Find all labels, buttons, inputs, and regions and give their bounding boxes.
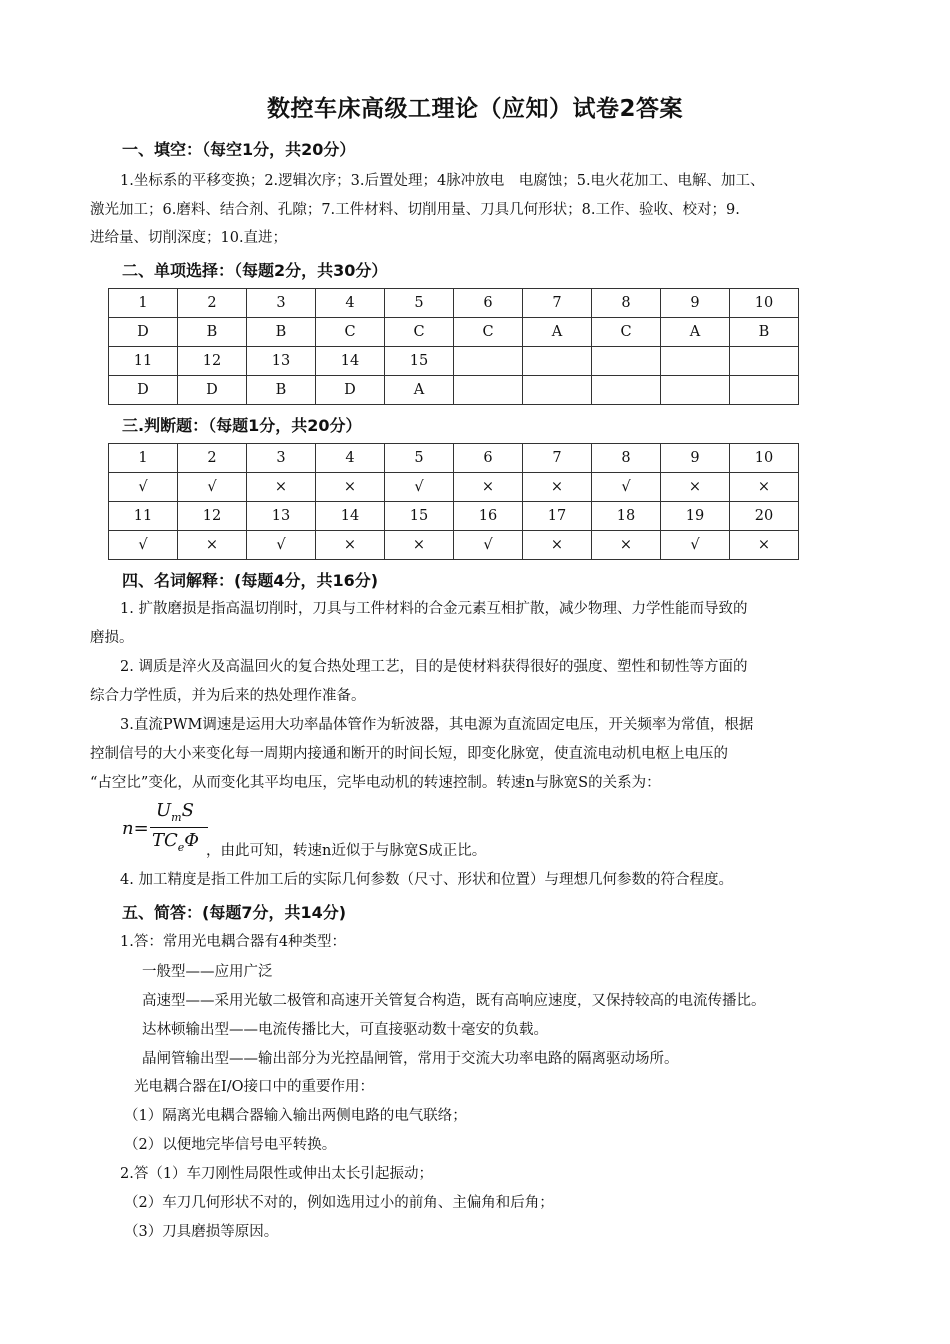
table-row bbox=[109, 444, 799, 473]
definition-text: 4. 加工精度是指工件加工后的实际几何参数（尺寸、形状和位置）与理想几何参数的符合程度。 bbox=[120, 872, 733, 888]
table-cell: 7 bbox=[523, 444, 592, 473]
table-cell: × bbox=[316, 531, 385, 560]
table-cell: × bbox=[592, 531, 661, 560]
table-cell: 17 bbox=[523, 502, 592, 531]
table-cell bbox=[454, 347, 523, 376]
table-cell: 20 bbox=[730, 502, 799, 531]
table-cell: 19 bbox=[661, 502, 730, 531]
answer-text: 光电耦合器在I/O接口中的重要作用： bbox=[134, 1079, 374, 1095]
table-cell: 6 bbox=[454, 289, 523, 318]
table-cell bbox=[730, 376, 799, 405]
table-cell: × bbox=[730, 473, 799, 502]
table-cell: A bbox=[385, 376, 454, 405]
table-cell: 7 bbox=[523, 289, 592, 318]
coupler-type: 达林顿输出型——电流传播比大，可直接驱动数十毫安的负载。 bbox=[142, 1022, 548, 1038]
judgment-answer-table bbox=[108, 443, 799, 560]
table-cell: × bbox=[523, 473, 592, 502]
table-cell bbox=[523, 347, 592, 376]
section1-line: 1.坐标系的平移变换；2.逻辑次序；3.后置处理；4脉冲放电 电腐蚀；5.电火花加工、电解、加工、 bbox=[120, 173, 765, 189]
definition-text: 综合力学性质，并为后来的热处理作准备。 bbox=[90, 688, 366, 704]
denominator-tail: Φ bbox=[184, 830, 200, 851]
table-cell: 9 bbox=[661, 289, 730, 318]
table-cell: √ bbox=[454, 531, 523, 560]
table-cell: D bbox=[109, 318, 178, 347]
table-cell: × bbox=[385, 531, 454, 560]
table-row bbox=[109, 473, 799, 502]
section3-heading: 三.判断题：（每题1分，共20分） bbox=[122, 416, 362, 435]
table-cell: 16 bbox=[454, 502, 523, 531]
table-cell: × bbox=[661, 473, 730, 502]
answer-text: （2）以便地完毕信号电平转换。 bbox=[124, 1137, 337, 1153]
table-cell: C bbox=[454, 318, 523, 347]
table-cell: 10 bbox=[730, 444, 799, 473]
table-cell: 15 bbox=[385, 502, 454, 531]
table-cell: D bbox=[109, 376, 178, 405]
section1-line: 激光加工；6.磨料、结合剂、孔隙；7.工件材料、切削用量、刀具几何形状；8.工作、验收、校对；9. bbox=[90, 202, 740, 218]
table-cell: A bbox=[661, 318, 730, 347]
table-cell bbox=[730, 347, 799, 376]
table-row bbox=[109, 318, 799, 347]
table-cell: 5 bbox=[385, 289, 454, 318]
table-cell: 12 bbox=[178, 502, 247, 531]
table-cell: √ bbox=[661, 531, 730, 560]
denominator-symbol: TC bbox=[152, 830, 178, 851]
table-cell: 11 bbox=[109, 502, 178, 531]
section5-heading: 五、简答：(每题7分，共14分) bbox=[122, 903, 347, 922]
table-cell: B bbox=[247, 318, 316, 347]
table-cell: C bbox=[316, 318, 385, 347]
formula-lhs: n= bbox=[122, 818, 149, 839]
table-cell: √ bbox=[109, 473, 178, 502]
table-cell: × bbox=[523, 531, 592, 560]
table-cell: 13 bbox=[247, 347, 316, 376]
table-cell: 2 bbox=[178, 289, 247, 318]
coupler-type: 晶闸管输出型——输出部分为光控晶闸管，常用于交流大功率电路的隔离驱动场所。 bbox=[142, 1051, 679, 1067]
choice-answer-table bbox=[108, 288, 799, 405]
table-cell: 8 bbox=[592, 444, 661, 473]
definition-text: “占空比”变化，从而变化其平均电压，完毕电动机的转速控制。转速n与脉宽S的关系为： bbox=[90, 775, 661, 791]
table-cell: 13 bbox=[247, 502, 316, 531]
table-cell: × bbox=[454, 473, 523, 502]
definition-text: 1. 扩散磨损是指高温切削时，刀具与工件材料的合金元素互相扩散，减少物理、力学性能而导致的 bbox=[120, 601, 748, 617]
table-cell: 3 bbox=[247, 289, 316, 318]
table-row bbox=[109, 347, 799, 376]
table-cell bbox=[592, 376, 661, 405]
table-cell: 2 bbox=[178, 444, 247, 473]
answer-text: （2）车刀几何形状不对的，例如选用过小的前角、主偏角和后角； bbox=[124, 1195, 554, 1211]
table-cell: 10 bbox=[730, 289, 799, 318]
table-cell: 6 bbox=[454, 444, 523, 473]
answer-text: （1）隔离光电耦合器输入输出两侧电路的电气联络； bbox=[124, 1108, 467, 1124]
table-row bbox=[109, 502, 799, 531]
table-cell: √ bbox=[592, 473, 661, 502]
table-cell: 9 bbox=[661, 444, 730, 473]
table-cell: 14 bbox=[316, 502, 385, 531]
table-cell: 1 bbox=[109, 289, 178, 318]
definition-text: 磨损。 bbox=[90, 630, 134, 646]
coupler-type: 一般型——应用广泛 bbox=[142, 964, 273, 980]
numerator-symbol: U bbox=[156, 800, 172, 821]
table-cell: D bbox=[178, 376, 247, 405]
section4-heading: 四、名词解释：(每题4分，共16分) bbox=[122, 571, 379, 590]
table-cell: 3 bbox=[247, 444, 316, 473]
table-cell: 12 bbox=[178, 347, 247, 376]
table-cell: × bbox=[730, 531, 799, 560]
formula-conclusion: ，由此可知，转速n近似于与脉宽S成正比。 bbox=[206, 843, 487, 859]
table-cell: C bbox=[385, 318, 454, 347]
table-cell: 1 bbox=[109, 444, 178, 473]
coupler-type: 高速型——采用光敏二极管和高速开关管复合构造，既有高响应速度，又保持较高的电流传播比。 bbox=[142, 993, 766, 1009]
table-cell: D bbox=[316, 376, 385, 405]
table-cell: 11 bbox=[109, 347, 178, 376]
table-cell: 8 bbox=[592, 289, 661, 318]
numerator-subscript: m bbox=[171, 811, 182, 824]
table-cell bbox=[661, 376, 730, 405]
table-cell: 5 bbox=[385, 444, 454, 473]
table-cell: 18 bbox=[592, 502, 661, 531]
page-title: 数控车床高级工理论（应知）试卷2答案 bbox=[266, 96, 683, 122]
section1-line: 进给量、切削深度；10.直进； bbox=[90, 230, 288, 246]
table-cell bbox=[661, 347, 730, 376]
table-cell bbox=[454, 376, 523, 405]
answer-text: （3）刀具磨损等原因。 bbox=[124, 1224, 279, 1240]
table-cell: B bbox=[247, 376, 316, 405]
definition-text: 控制信号的大小来变化每一周期内接通和断开的时间长短，即变化脉宽，使直流电动机电枢上电压的 bbox=[90, 746, 728, 762]
table-cell bbox=[523, 376, 592, 405]
table-cell bbox=[592, 347, 661, 376]
table-cell: A bbox=[523, 318, 592, 347]
table-cell: 4 bbox=[316, 289, 385, 318]
table-cell: √ bbox=[178, 473, 247, 502]
answer-text: 1.答：常用光电耦合器有4种类型： bbox=[120, 934, 347, 950]
definition-text: 2. 调质是淬火及高温回火的复合热处理工艺，目的是使材料获得很好的强度、塑性和韧性等方面的 bbox=[120, 659, 748, 675]
table-row bbox=[109, 376, 799, 405]
section2-heading: 二、单项选择：（每题2分，共30分） bbox=[122, 261, 388, 280]
section1-heading: 一、填空：（每空1分，共20分） bbox=[122, 140, 356, 159]
table-cell: B bbox=[178, 318, 247, 347]
table-cell: × bbox=[316, 473, 385, 502]
fraction-bar bbox=[150, 827, 208, 828]
table-cell: × bbox=[247, 473, 316, 502]
table-cell: √ bbox=[247, 531, 316, 560]
table-row bbox=[109, 531, 799, 560]
formula-denominator bbox=[152, 830, 200, 854]
definition-text: 3.直流PWM调速是运用大功率晶体管作为斩波器，其电源为直流固定电压，开关频率为常值，根据 bbox=[120, 717, 754, 733]
answer-text: 2.答（1）车刀刚性局限性或伸出太长引起振动； bbox=[120, 1166, 434, 1182]
formula-numerator bbox=[156, 800, 194, 824]
table-cell: 14 bbox=[316, 347, 385, 376]
table-cell: 4 bbox=[316, 444, 385, 473]
table-cell: √ bbox=[385, 473, 454, 502]
table-cell: × bbox=[178, 531, 247, 560]
table-row bbox=[109, 289, 799, 318]
denominator-subscript: e bbox=[177, 841, 185, 854]
table-cell: B bbox=[730, 318, 799, 347]
table-cell: 15 bbox=[385, 347, 454, 376]
table-cell: √ bbox=[109, 531, 178, 560]
numerator-tail: S bbox=[181, 800, 194, 821]
table-cell: C bbox=[592, 318, 661, 347]
